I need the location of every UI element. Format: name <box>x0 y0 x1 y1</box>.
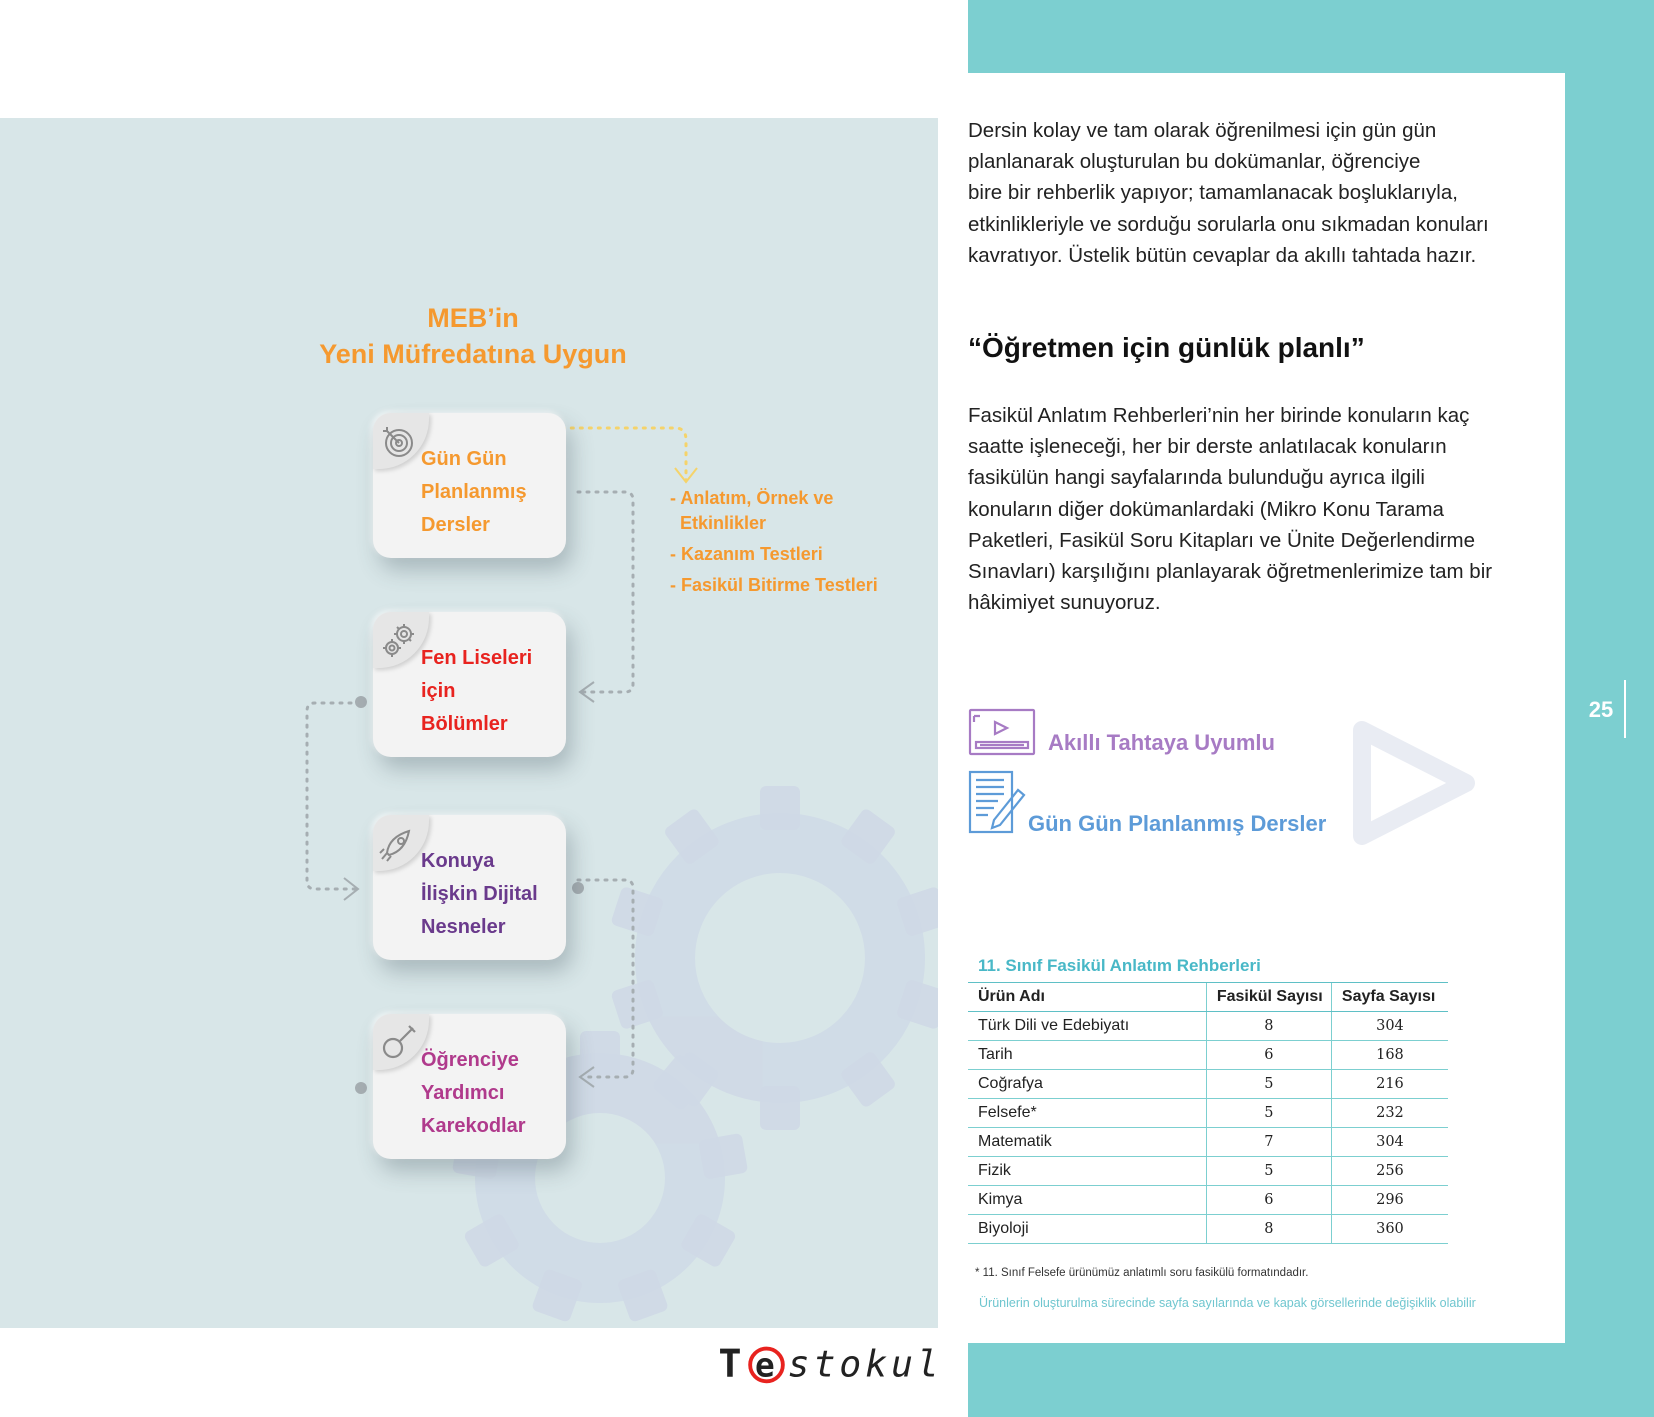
logo-letter: e <box>754 1346 775 1385</box>
card-line: Dersler <box>421 514 490 536</box>
column-header: Fasikül Sayısı <box>1206 983 1331 1012</box>
play-watermark-icon <box>1348 720 1478 850</box>
table-footnote: * 11. Sınıf Felsefe ürünümüz anlatımlı soru fasikülü formatındadır. <box>975 1267 1309 1279</box>
table-title: 11. Sınıf Fasikül Anlatım Rehberleri <box>978 956 1261 975</box>
table-cell: 296 <box>1331 1186 1448 1215</box>
table-cell: 5 <box>1206 1157 1331 1186</box>
table-cell: Biyoloji <box>968 1215 1206 1244</box>
table-cell: 8 <box>1206 1012 1331 1041</box>
table-cell: Fizik <box>968 1157 1206 1186</box>
bullet-item: - Kazanım Testleri <box>670 544 823 564</box>
card-line: Karekodlar <box>421 1115 526 1137</box>
table-cell: 360 <box>1331 1215 1448 1244</box>
intro-paragraph: Dersin kolay ve tam olarak öğrenilmesi için gün gün planlanarak oluşturulan bu dokümanlar, öğrenciye bire bir rehberlik yapıyor; tamamlanacak boşluklarıyla, etkinlikleriyle ve sorduğu sorularla onu sıkmadan konuları kavratıyor. Üstelik bütün cevaplar da akıllı tahtada hazır. <box>968 119 1489 267</box>
table-row <box>968 1186 1448 1215</box>
smartboard-icon <box>968 708 1036 758</box>
curriculum-title-line2: Yeni Müfredatına Uygun <box>319 339 627 369</box>
page-number-divider <box>1624 680 1626 738</box>
card-line: Yardımcı <box>421 1082 505 1104</box>
table-cell: 168 <box>1331 1041 1448 1070</box>
table-cell: 6 <box>1206 1186 1331 1215</box>
logo-wordmark: stokul <box>787 1342 943 1386</box>
gears-icon <box>379 620 419 660</box>
card-line: Nesneler <box>421 916 506 938</box>
table-cell: 216 <box>1331 1070 1448 1099</box>
table-cell: 232 <box>1331 1099 1448 1128</box>
magnifier-icon <box>379 1022 419 1062</box>
feature-card-digital-objects <box>373 815 566 960</box>
table-row <box>968 1157 1448 1186</box>
curriculum-title-line1: MEB’in <box>427 303 519 333</box>
feature-card-daily-lessons <box>373 413 566 558</box>
table-cell: 304 <box>1331 1128 1448 1157</box>
logo-letter: T <box>718 1341 742 1387</box>
table-cell: Coğrafya <box>968 1070 1206 1099</box>
card-line: Öğrenciye <box>421 1049 519 1071</box>
column-header: Sayfa Sayısı <box>1331 983 1448 1012</box>
table-cell: Matematik <box>968 1128 1206 1157</box>
page-number: 25 <box>1588 697 1614 722</box>
feature-daily-lessons-label: Gün Gün Planlanmış Dersler <box>1028 811 1327 836</box>
table-row <box>968 1128 1448 1157</box>
rocket-icon <box>379 823 419 863</box>
column-header: Ürün Adı <box>968 983 1206 1012</box>
table-row <box>968 1215 1448 1244</box>
table-cell: 5 <box>1206 1070 1331 1099</box>
section-heading: “Öğretmen için günlük planlı” <box>968 332 1365 363</box>
table-row <box>968 1070 1448 1099</box>
table-cell: Felsefe* <box>968 1099 1206 1128</box>
feature-card-text <box>421 845 538 944</box>
feature-card-text <box>421 642 532 741</box>
feature-card-science-high-schools <box>373 612 566 757</box>
products-table <box>968 982 1448 1244</box>
disclaimer-note: Ürünlerin oluşturulma sürecinde sayfa sayılarında ve kapak görsellerinde değişiklik olabilir <box>979 1296 1476 1310</box>
table-cell: 304 <box>1331 1012 1448 1041</box>
bullet-item: - Fasikül Bitirme Testleri <box>670 575 878 595</box>
table-cell: Tarih <box>968 1041 1206 1070</box>
table-row <box>968 1012 1448 1041</box>
table-cell: 256 <box>1331 1157 1448 1186</box>
table-row <box>968 1099 1448 1128</box>
feature-card-text <box>421 1044 526 1143</box>
card-line: Planlanmış <box>421 481 527 503</box>
feature-smartboard-label: Akıllı Tahtaya Uyumlu <box>1048 730 1275 755</box>
card-line: Bölümler <box>421 713 508 735</box>
table-cell: Kimya <box>968 1186 1206 1215</box>
bullet-item: - Anlatım, Örnek ve <box>670 488 834 508</box>
target-icon <box>379 421 419 461</box>
table-header-row <box>968 983 1448 1012</box>
table-cell: 6 <box>1206 1041 1331 1070</box>
table-cell: 5 <box>1206 1099 1331 1128</box>
card-line: Gün Gün <box>421 448 507 470</box>
table-cell: 8 <box>1206 1215 1331 1244</box>
testokul-logo <box>714 1338 944 1388</box>
card-line: Konuya <box>421 850 495 872</box>
document-pencil-icon <box>968 770 1026 836</box>
table-cell: Türk Dili ve Edebiyatı <box>968 1012 1206 1041</box>
card-line: için <box>421 680 456 702</box>
feature-card-qr-codes <box>373 1014 566 1159</box>
curriculum-title <box>250 300 696 372</box>
table-cell: 7 <box>1206 1128 1331 1157</box>
card-line: İlişkin Dijital <box>421 883 538 905</box>
body-paragraph: Fasikül Anlatım Rehberleri’nin her birinde konuların kaç saatte işleneceği, her bir derste anlatılacak konuların fasikülün hangi sayfalarında bulunduğu ayrıca ilgili konuların diğer dokümanlardaki (Mikro Konu Tarama Paketleri, Fasikül Soru Kitapları ve Ünite Değerlendirme Sınavları) karşılığını planlayarak öğretmenlerimize tam bir hâkimiyet sunuyoruz. <box>968 404 1493 615</box>
feature-card-text <box>421 443 527 542</box>
card-line: Fen Liseleri <box>421 647 533 669</box>
bullet-item: Etkinlikler <box>670 513 767 533</box>
table-row <box>968 1041 1448 1070</box>
